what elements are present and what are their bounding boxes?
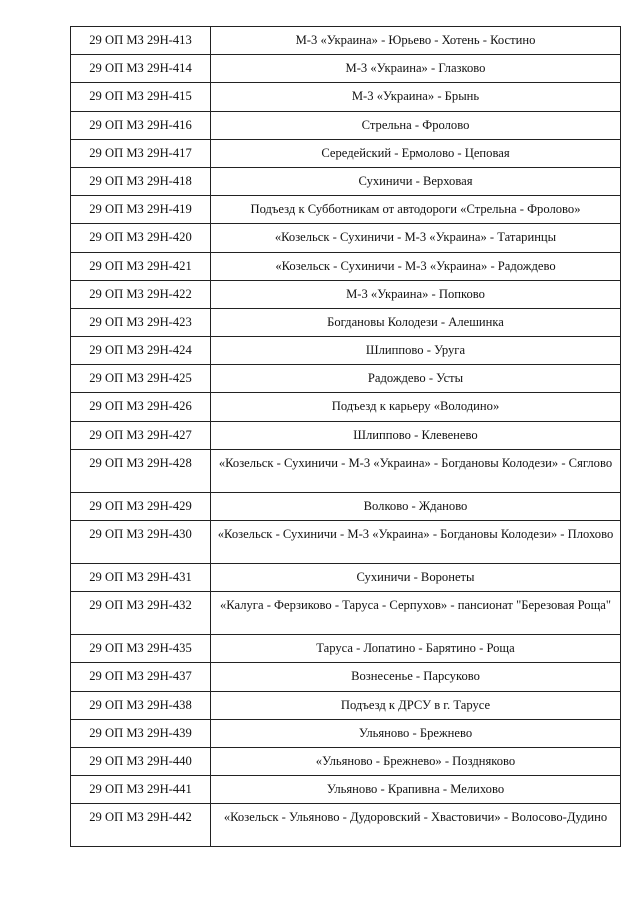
table-row bbox=[71, 111, 621, 139]
table-row bbox=[71, 393, 621, 421]
table-row bbox=[71, 492, 621, 520]
road-code-cell: 29 ОП МЗ 29Н-438 bbox=[71, 691, 211, 719]
road-code-cell: 29 ОП МЗ 29Н-432 bbox=[71, 592, 211, 635]
road-code-cell: 29 ОП МЗ 29Н-415 bbox=[71, 83, 211, 111]
table-row bbox=[71, 252, 621, 280]
road-name-cell: Подъезд к карьеру «Володино» bbox=[211, 393, 621, 421]
road-name-cell: М-3 «Украина» - Брынь bbox=[211, 83, 621, 111]
roads-table-body bbox=[71, 27, 621, 847]
road-name-cell: «Калуга - Ферзиково - Таруса - Серпухов» - пансионат "Березовая Роща" bbox=[211, 592, 621, 635]
table-row bbox=[71, 308, 621, 336]
road-code-cell: 29 ОП МЗ 29Н-423 bbox=[71, 308, 211, 336]
road-name-cell: «Козельск - Ульяново - Дудоровский - Хвастовичи» - Волосово-Дудино bbox=[211, 804, 621, 847]
table-row bbox=[71, 592, 621, 635]
road-name-cell: Радождево - Усты bbox=[211, 365, 621, 393]
table-row bbox=[71, 804, 621, 847]
road-code-cell: 29 ОП МЗ 29Н-424 bbox=[71, 337, 211, 365]
road-name-cell: Сухиничи - Воронеты bbox=[211, 564, 621, 592]
road-code-cell: 29 ОП МЗ 29Н-431 bbox=[71, 564, 211, 592]
table-row bbox=[71, 747, 621, 775]
table-row bbox=[71, 337, 621, 365]
road-name-cell: «Козельск - Сухиничи - М-3 «Украина» - Радождево bbox=[211, 252, 621, 280]
road-name-cell: М-3 «Украина» - Юрьево - Хотень - Костино bbox=[211, 27, 621, 55]
table-row bbox=[71, 27, 621, 55]
road-name-cell: «Козельск - Сухиничи - М-3 «Украина» - Богдановы Колодези» - Сяглово bbox=[211, 449, 621, 492]
road-name-cell: Стрельна - Фролово bbox=[211, 111, 621, 139]
road-code-cell: 29 ОП МЗ 29Н-420 bbox=[71, 224, 211, 252]
table-row bbox=[71, 83, 621, 111]
road-code-cell: 29 ОП МЗ 29Н-426 bbox=[71, 393, 211, 421]
roads-table bbox=[70, 26, 621, 847]
road-name-cell: Шлиппово - Клевенево bbox=[211, 421, 621, 449]
road-code-cell: 29 ОП МЗ 29Н-427 bbox=[71, 421, 211, 449]
table-row bbox=[71, 691, 621, 719]
table-row bbox=[71, 663, 621, 691]
table-row bbox=[71, 421, 621, 449]
road-name-cell: Таруса - Лопатино - Барятино - Роща bbox=[211, 635, 621, 663]
road-code-cell: 29 ОП МЗ 29Н-440 bbox=[71, 747, 211, 775]
road-code-cell: 29 ОП МЗ 29Н-417 bbox=[71, 139, 211, 167]
road-code-cell: 29 ОП МЗ 29Н-418 bbox=[71, 167, 211, 195]
road-name-cell: Подъезд к Субботникам от автодороги «Стрельна - Фролово» bbox=[211, 196, 621, 224]
table-row bbox=[71, 196, 621, 224]
road-name-cell: Ульяново - Брежнево bbox=[211, 719, 621, 747]
road-name-cell: Вознесенье - Парсуково bbox=[211, 663, 621, 691]
road-name-cell: М-3 «Украина» - Глазково bbox=[211, 55, 621, 83]
road-code-cell: 29 ОП МЗ 29Н-414 bbox=[71, 55, 211, 83]
road-code-cell: 29 ОП МЗ 29Н-422 bbox=[71, 280, 211, 308]
table-row bbox=[71, 564, 621, 592]
table-row bbox=[71, 139, 621, 167]
table-row bbox=[71, 280, 621, 308]
table-row bbox=[71, 55, 621, 83]
road-code-cell: 29 ОП МЗ 29Н-425 bbox=[71, 365, 211, 393]
table-row bbox=[71, 224, 621, 252]
table-row bbox=[71, 776, 621, 804]
road-code-cell: 29 ОП МЗ 29Н-430 bbox=[71, 521, 211, 564]
table-row bbox=[71, 167, 621, 195]
road-name-cell: Середейский - Ермолово - Цеповая bbox=[211, 139, 621, 167]
road-name-cell: «Ульяново - Брежнево» - Поздняково bbox=[211, 747, 621, 775]
table-row bbox=[71, 449, 621, 492]
road-code-cell: 29 ОП МЗ 29Н-442 bbox=[71, 804, 211, 847]
road-code-cell: 29 ОП МЗ 29Н-429 bbox=[71, 492, 211, 520]
road-name-cell: Ульяново - Крапивна - Мелихово bbox=[211, 776, 621, 804]
road-name-cell: Богдановы Колодези - Алешинка bbox=[211, 308, 621, 336]
road-code-cell: 29 ОП МЗ 29Н-439 bbox=[71, 719, 211, 747]
table-row bbox=[71, 719, 621, 747]
road-name-cell: Шлиппово - Уруга bbox=[211, 337, 621, 365]
road-name-cell: «Козельск - Сухиничи - М-3 «Украина» - Татаринцы bbox=[211, 224, 621, 252]
road-code-cell: 29 ОП МЗ 29Н-419 bbox=[71, 196, 211, 224]
road-code-cell: 29 ОП МЗ 29Н-428 bbox=[71, 449, 211, 492]
road-name-cell: Сухиничи - Верховая bbox=[211, 167, 621, 195]
road-code-cell: 29 ОП МЗ 29Н-437 bbox=[71, 663, 211, 691]
table-row bbox=[71, 521, 621, 564]
road-name-cell: Волково - Жданово bbox=[211, 492, 621, 520]
table-row bbox=[71, 365, 621, 393]
road-name-cell: «Козельск - Сухиничи - М-3 «Украина» - Богдановы Колодези» - Плохово bbox=[211, 521, 621, 564]
road-code-cell: 29 ОП МЗ 29Н-413 bbox=[71, 27, 211, 55]
road-code-cell: 29 ОП МЗ 29Н-416 bbox=[71, 111, 211, 139]
road-name-cell: М-3 «Украина» - Попково bbox=[211, 280, 621, 308]
road-code-cell: 29 ОП МЗ 29Н-435 bbox=[71, 635, 211, 663]
road-code-cell: 29 ОП МЗ 29Н-421 bbox=[71, 252, 211, 280]
table-row bbox=[71, 635, 621, 663]
road-code-cell: 29 ОП МЗ 29Н-441 bbox=[71, 776, 211, 804]
road-name-cell: Подъезд к ДРСУ в г. Тарусе bbox=[211, 691, 621, 719]
